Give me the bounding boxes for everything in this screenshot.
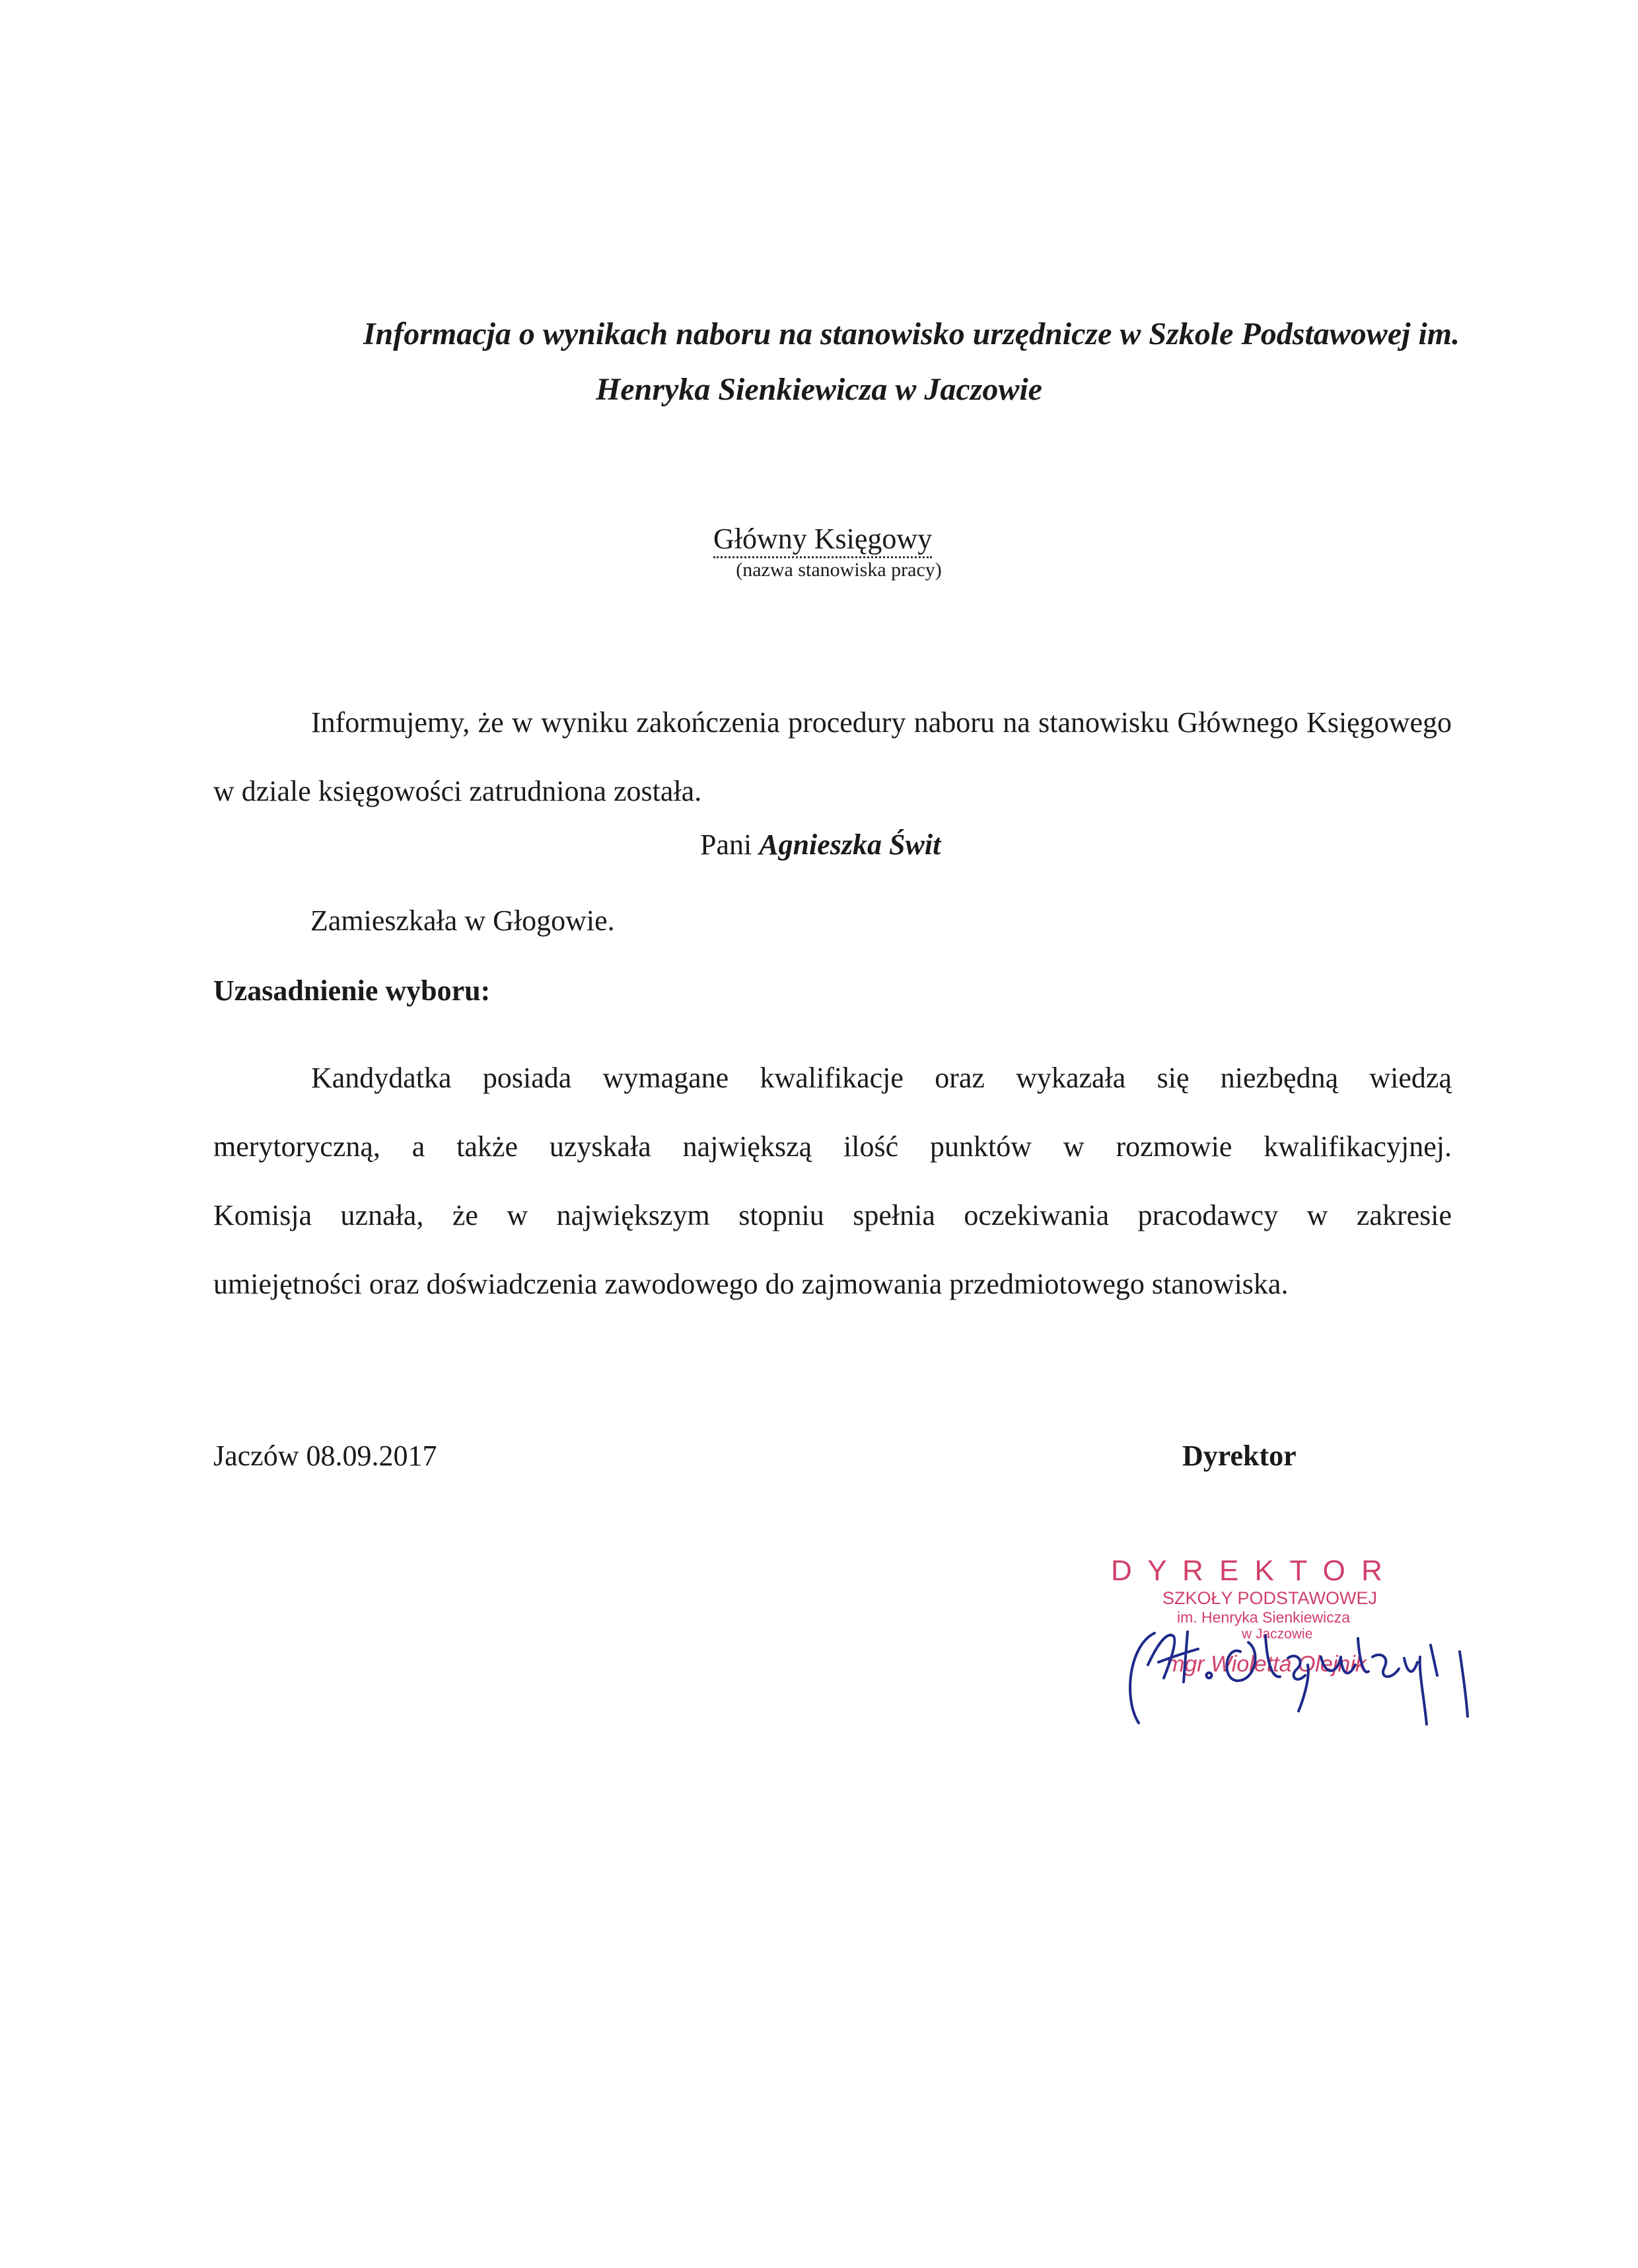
document-title-line-2: Henryka Sienkiewicza w Jaczowie [596, 372, 1042, 407]
announcement-paragraph: Informujemy, że w wyniku zakończenia procedury naboru na stanowisku Głównego Księgowego w dziale księgowości zatrudniona została. [213, 706, 1452, 807]
hired-prefix: Pani [700, 828, 752, 861]
position-caption: (nazwa stanowiska pracy) [736, 559, 942, 581]
hired-name: Agnieszka Świt [759, 828, 941, 861]
handwritten-signature [1130, 1632, 1468, 1724]
residence-line: Zamieszkała w Głogowie. [310, 904, 615, 937]
justification-line: Kandydatka posiada wymagane kwalifikacje oraz wykazała się niezbędną wiedzą [311, 1062, 1452, 1094]
position-name [713, 522, 932, 556]
justification-heading: Uzasadnienie wyboru: [213, 974, 491, 1007]
director-stamp-and-signature [1110, 1546, 1479, 1744]
document-title-line-1: Informacja o wynikach naboru na stanowisko urzędnicze w Szkole Podstawowej im. [363, 316, 1460, 351]
stamp-line-patron: im. Henryka Sienkiewicza [1177, 1609, 1351, 1626]
justification-line: merytoryczną, a także uzyskała największą ilość punktów w rozmowie kwalifikacyjnej. [213, 1130, 1452, 1163]
justification-line: Komisja uznała, że w największym stopniu spełnia oczekiwania pracodawcy w zakresie [213, 1199, 1452, 1231]
place-and-date: Jaczów 08.09.2017 [213, 1440, 437, 1472]
stamp-line-director-name: mgr Wioletta Olejnik [1166, 1652, 1367, 1677]
stamp-line-school: SZKOŁY PODSTAWOWEJ [1162, 1588, 1378, 1608]
director-label: Dyrektor [1182, 1440, 1297, 1472]
hired-person [700, 828, 941, 861]
stamp-line-title: D Y R E K T O R [1111, 1555, 1386, 1587]
justification-paragraph [213, 1044, 1452, 1319]
justification-line: umiejętności oraz doświadczenia zawodowego do zajmowania przedmiotowego stanowiska. [213, 1268, 1289, 1300]
position-name-text: Główny Księgowy [713, 523, 932, 558]
stamp-line-town: w Jaczowie [1242, 1627, 1313, 1642]
